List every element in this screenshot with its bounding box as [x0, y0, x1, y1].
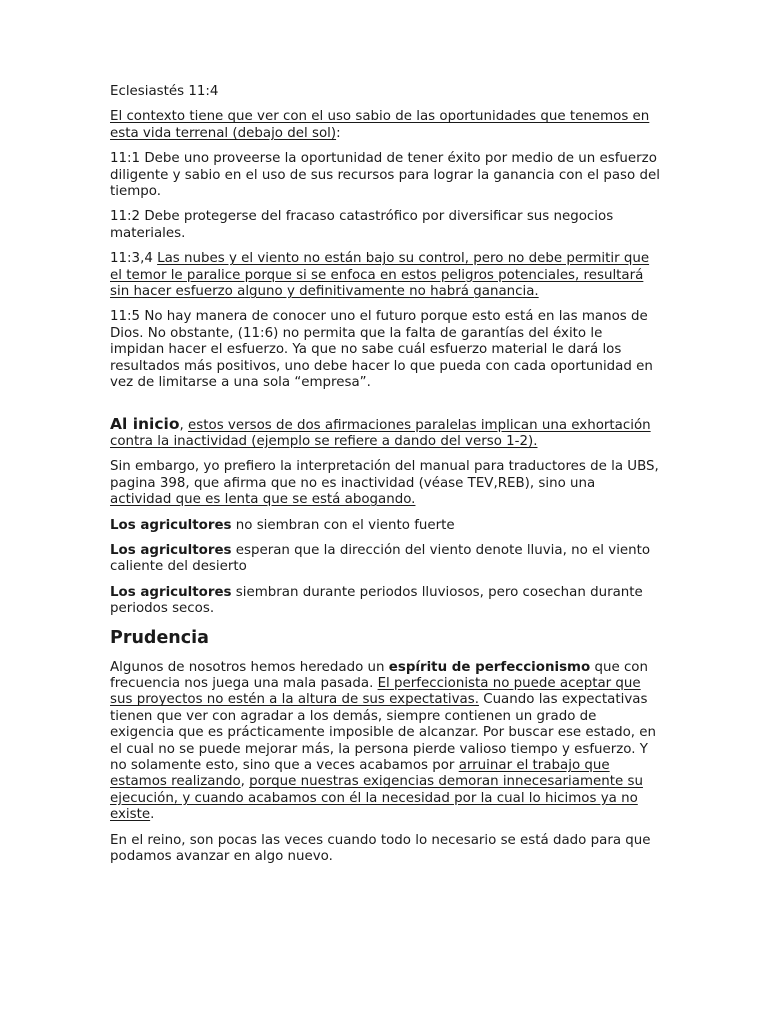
prudencia-b1: espíritu de perfeccionismo: [388, 659, 591, 675]
verse-11-2: 11:2 Debe protegerse del fracaso catastrófico por diversificar sus negocios materiales.: [110, 209, 614, 241]
verse-11-3-4-ref: 11:3,4: [110, 251, 158, 267]
sin-embargo-paragraph: [110, 459, 660, 508]
prudencia-u1: El perfeccionista no puede aceptar que sus proyectos no estén a la altura de sus expectativas.: [110, 675, 641, 708]
agricultores-1-bold: Los agricultores: [110, 517, 232, 533]
agricultores-1-text: no siembran con el viento fuerte: [231, 517, 455, 533]
al-inicio-underlined: estos versos de dos afirmaciones paralelas implican una exhortación contra la inactividad (ejemplo se refiere a dando del verso 1-2).: [110, 417, 651, 449]
verse-11-1: 11:1 Debe uno proveerse la oportunidad de tener éxito por medio de un esfuerzo diligente y sabio en el uso de sus recursos para lograr la ganancia con el paso del tiempo.: [110, 151, 660, 200]
al-inicio-paragraph: [110, 416, 660, 451]
context-tail: :: [336, 125, 341, 141]
sin-embargo-underlined: actividad que es lenta que se está abogando.: [110, 492, 416, 508]
final-paragraph: En el reino, son pocas las veces cuando todo lo necesario se está dado para que podamos avanzar en algo nuevo.: [110, 832, 651, 865]
agricultores-1: [110, 518, 660, 534]
verse-11-3-4: [110, 251, 660, 300]
agricultores-2-bold: Los agricultores: [110, 542, 232, 558]
agricultores-2-text: esperan que la dirección del viento denote lluvia, no el viento caliente del desierto: [110, 542, 651, 575]
prudencia-t1: Algunos de nosotros hemos heredado un: [110, 659, 389, 675]
verse-11-3-4-underlined: Las nubes y el viento no están bajo su control, pero no debe permitir que el temor le paralice porque si se enfoca en estos peligros potenciales, resultará sin hacer esfuerzo alguno y definitivamente no habrá ganancia.: [110, 251, 650, 300]
heading-prudencia: Prudencia: [110, 627, 209, 648]
al-inicio-comma: ,: [179, 417, 189, 433]
agricultores-2: [110, 543, 660, 576]
context-underlined: El contexto tiene que ver con el uso sabio de las oportunidades que tenemos en esta vida terrenal (debajo del sol): [110, 109, 650, 141]
verse-11-5: 11:5 No hay manera de conocer uno el futuro porque esto está en las manos de Dios. No obstante, (11:6) no permita que la falta de garantías del éxito le impidan hacer el esfuerzo. Ya que no sabe cuál esfuerzo material le dará los resultados más positivos, uno debe hacer lo que pueda con cada oportunidad en vez de limitarse a una sola “empresa”.: [110, 309, 653, 391]
context-paragraph: [110, 109, 660, 142]
sin-embargo-text: Sin embargo, yo prefiero la interpretación del manual para traductores de la UBS, pagina 398, que afirma que no es inactividad (véase TEV,REB), sino una: [110, 459, 659, 491]
agricultores-3-bold: Los agricultores: [110, 584, 232, 600]
prudencia-t2: que con frecuencia nos juega una mala pasada.: [110, 659, 648, 691]
prudencia-t4: ,: [240, 774, 250, 790]
prudencia-u2: arruinar el trabajo que estamos realizando: [110, 758, 610, 790]
prudencia-u3: porque nuestras exigencias demoran innecesariamente su ejecución, y cuando acabamos con él la necesidad por la cual lo hicimos ya no existe: [110, 774, 643, 823]
agricultores-3-text: siembran durante periodos lluviosos, pero cosechan durante periodos secos.: [110, 584, 643, 617]
prudencia-paragraph: [110, 660, 660, 824]
agricultores-3: [110, 585, 660, 618]
document-title: Eclesiastés 11:4: [110, 84, 219, 99]
al-inicio-lead: Al inicio: [110, 414, 180, 433]
prudencia-t3: Cuando las expectativas tienen que ver con agradar a los demás, siempre contienen un grado de exigencia que es prácticamente imposible de alcanzar. Por buscar ese estado, en el cual no se puede mejorar más, la persona pierde valioso tiempo y esfuerzo. Y no solamente esto, sino que a veces acabamos por: [110, 692, 657, 773]
prudencia-t5: .: [150, 807, 155, 823]
